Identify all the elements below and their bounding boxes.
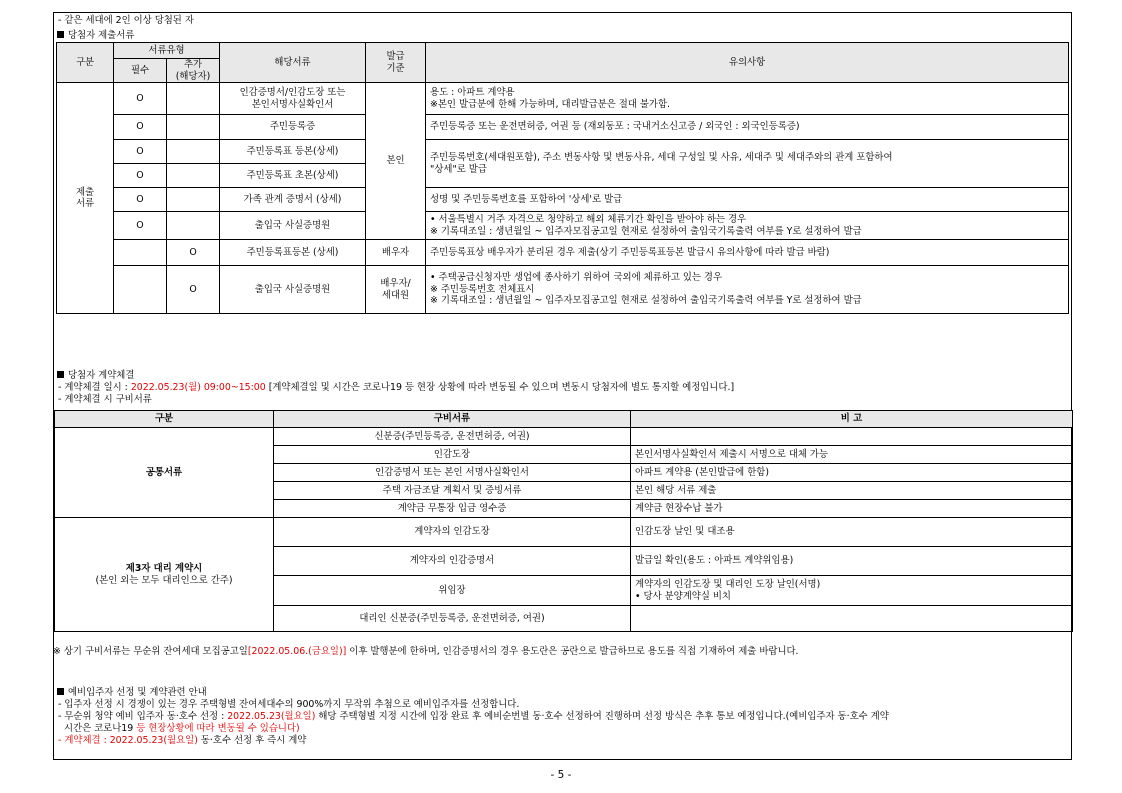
required-mark: O — [114, 164, 167, 188]
table-row — [57, 212, 1069, 240]
contract-docs-table — [54, 410, 1073, 632]
reserve-line-3: 시간은 코로나19 등 현장상황에 따라 변동될 수 있습니다) — [58, 723, 300, 734]
remark-cell: 본인 해당 서류 제출 — [631, 482, 1073, 500]
required-mark: O — [114, 83, 167, 115]
issue-basis-spouse: 배우자 — [366, 240, 426, 266]
required-mark: O — [114, 140, 167, 164]
section-title-contract: 당첨자 계약체결 — [56, 370, 134, 382]
doc-cell: 인감증명서 또는 본인 서명사실확인서 — [274, 464, 631, 482]
proxy-contract-label: 제3자 대리 계약시 (본인 외는 모두 대리인으로 간주) — [55, 518, 274, 632]
doc-cell: 계약금 무통장 입금 영수증 — [274, 500, 631, 518]
additional-mark — [167, 164, 220, 188]
note-cell: 주민등록번호(세대원포함), 주소 변동사항 및 변동사유, 세대 구성일 및 사유, 세대주 및 세대주와의 관계 포함하여 "상세"로 발급 — [426, 140, 1069, 188]
doc-name: 가족 관계 증명서 (상세) — [220, 188, 366, 212]
remark-cell: 발급일 확인(용도 : 아파트 계약위임용) — [631, 547, 1073, 576]
additional-mark: O — [167, 266, 220, 314]
docs-validity-note: ※ 상기 구비서류는 무순위 잔여세대 모집공고일[2022.05.06.(금요일)] 이후 발행분에 한하며, 인감증명서의 경우 용도란은 공란으로 발급하므로 용도를 직접 기재하여 제출 바랍니다. — [53, 646, 799, 657]
reserve-line-2: - 무순위 청약 예비 입주자 동·호수 선정 : 2022.05.23(월요일) 해당 주택형별 지정 시간에 입장 완료 후 예비순번별 동·호수 선정하여 진행하며 선정 방식은 추후 통보 예정입니다.(예비입주자 동·호수 계약 — [58, 711, 889, 722]
remark-cell: 계약자의 인감도장 및 대리인 도장 날인(서명) • 당사 분양계약실 비치 — [631, 576, 1073, 606]
top-note: - 같은 세대에 2인 이상 당첨된 자 — [58, 15, 194, 26]
header-notes: 유의사항 — [426, 43, 1069, 83]
table-row — [57, 115, 1069, 140]
additional-mark — [167, 188, 220, 212]
doc-cell: 계약자의 인감증명서 — [274, 547, 631, 576]
common-docs-label: 공통서류 — [55, 428, 274, 518]
table-row — [55, 518, 1073, 547]
document-page — [53, 12, 1072, 760]
note-cell: 성명 및 주민등록번호를 포함하여 '상세'로 발급 — [426, 188, 1069, 212]
required-mark: O — [114, 115, 167, 140]
table-row — [57, 83, 1069, 115]
table-row — [57, 240, 1069, 266]
square-bullet-icon — [57, 688, 64, 695]
header-gubun: 구분 — [55, 411, 274, 428]
additional-mark — [167, 212, 220, 240]
note-cell: 주민등록증 또는 운전면허증, 여권 등 (재외동포 : 국내거소신고증 / 외국인 : 외국인등록증) — [426, 115, 1069, 140]
remark-cell: 아파트 계약용 (본인발급에 한함) — [631, 464, 1073, 482]
note-cell: • 서울특별시 거주 자격으로 청약하고 해외 체류기간 확인을 받아야 하는 경우 ※ 기록대조일 : 생년월일 ~ 입주자모집공고일 현재로 설정하여 출입국기록출력 여부를 Y로 설정하여 발급 — [426, 212, 1069, 240]
group-label: 제출 서류 — [57, 83, 114, 314]
header-remarks: 비 고 — [631, 411, 1073, 428]
additional-mark — [167, 140, 220, 164]
doc-cell: 대리인 신분증(주민등록증, 운전면허증, 여권) — [274, 606, 631, 632]
note-cell: 용도 : 아파트 계약용 ※본인 발급분에 한해 가능하며, 대리발급분은 절대 불가함. — [426, 83, 1069, 115]
doc-cell: 계약자의 인감도장 — [274, 518, 631, 547]
additional-mark — [167, 115, 220, 140]
header-additional: 추가 (해당자) — [167, 59, 220, 83]
required-mark: O — [114, 188, 167, 212]
doc-cell: 신분증(주민등록증, 운전면허증, 여권) — [274, 428, 631, 446]
reserve-line-4: - 계약체결 : 2022.05.23(월요일) 동·호수 선정 후 즉시 계약 — [58, 735, 307, 746]
doc-name: 출입국 사실증명원 — [220, 266, 366, 314]
header-doc: 해당서류 — [220, 43, 366, 83]
header-required: 필수 — [114, 59, 167, 83]
remark-cell: 본인서명사실확인서 제출시 서명으로 대체 가능 — [631, 446, 1073, 464]
table-row — [57, 140, 1069, 164]
remark-cell — [631, 428, 1073, 446]
header-doc-type: 서류유형 — [114, 43, 220, 59]
required-mark — [114, 240, 167, 266]
reserve-line-1: - 입주자 선정 시 경쟁이 있는 경우 주택형별 잔여세대수의 900%까지 무작위 추첨으로 예비입주자를 선정합니다. — [58, 699, 520, 710]
table-row — [57, 188, 1069, 212]
remark-cell — [631, 606, 1073, 632]
issue-basis-household: 배우자/ 세대원 — [366, 266, 426, 314]
doc-name: 주민등록표등본 (상세) — [220, 240, 366, 266]
header-gubun: 구분 — [57, 43, 114, 83]
doc-name: 출입국 사실증명원 — [220, 212, 366, 240]
square-bullet-icon — [57, 371, 64, 378]
header-docs: 구비서류 — [274, 411, 631, 428]
note-cell: • 주택공급신청자만 생업에 종사하기 위하여 국외에 체류하고 있는 경우 ※ 주민등록번호 전체표시 ※ 기록대조일 : 생년월일 ~ 입주자모집공고일 현재로 설정하여 출입국기록출력 여부를 Y로 설정하여 발급 — [426, 266, 1069, 314]
additional-mark: O — [167, 240, 220, 266]
square-bullet-icon — [57, 31, 64, 38]
contract-schedule: - 계약체결 일시 : 2022.05.23(월) 09:00~15:00 [계약체결일 및 시간은 코로나19 등 현장 상황에 따라 변동될 수 있으며 변동시 당첨자에 별도 통지할 예정입니다.] — [58, 382, 735, 393]
remark-cell: 인감도장 날인 및 대조용 — [631, 518, 1073, 547]
contract-docs-note: - 계약체결 시 구비서류 — [58, 394, 152, 405]
doc-name: 인감증명서/인감도장 또는 본인서명사실확인서 — [220, 83, 366, 115]
issue-basis-self: 본인 — [366, 83, 426, 240]
doc-name: 주민등록표 초본(상세) — [220, 164, 366, 188]
required-mark: O — [114, 212, 167, 240]
doc-name: 주민등록표 등본(상세) — [220, 140, 366, 164]
doc-cell: 인감도장 — [274, 446, 631, 464]
note-cell: 주민등록표상 배우자가 분리된 경우 제출(상기 주민등록표등본 발급시 유의사항에 따라 발급 바람) — [426, 240, 1069, 266]
required-mark — [114, 266, 167, 314]
table-row — [55, 428, 1073, 446]
table-row — [57, 266, 1069, 314]
additional-mark — [167, 83, 220, 115]
doc-cell: 위임장 — [274, 576, 631, 606]
doc-name: 주민등록증 — [220, 115, 366, 140]
header-issue-basis: 발급 기준 — [366, 43, 426, 83]
section-title-reserve: 예비입주자 선정 및 계약관련 안내 — [56, 687, 207, 699]
page-number: - 5 - — [550, 769, 572, 781]
remark-cell: 계약금 현장수납 불가 — [631, 500, 1073, 518]
section-title-submission: 당첨자 제출서류 — [56, 30, 134, 42]
doc-cell: 주택 자금조달 계획서 및 증빙서류 — [274, 482, 631, 500]
submission-docs-table — [56, 42, 1069, 314]
